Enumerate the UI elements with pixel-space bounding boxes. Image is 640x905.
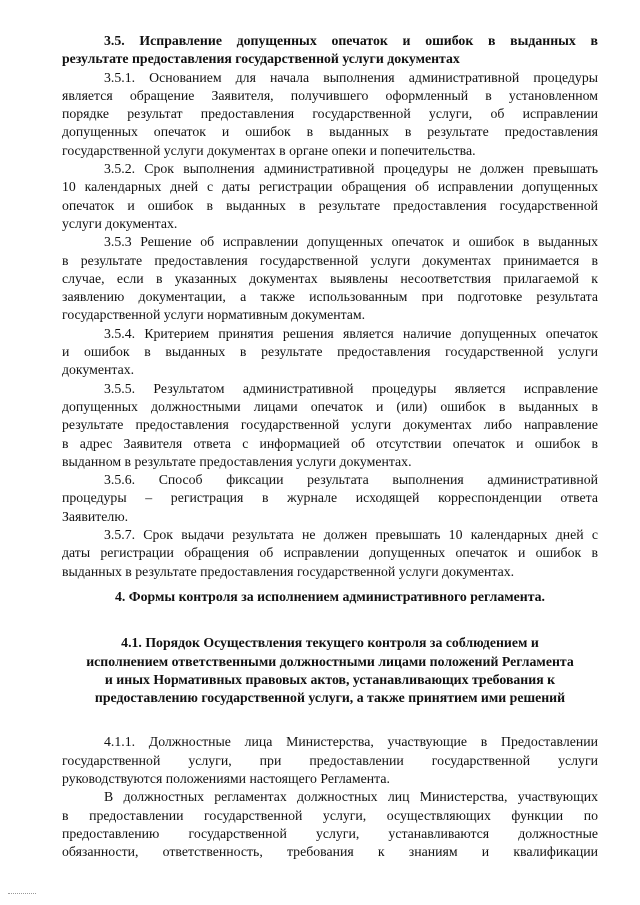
paragraph-3-5-1 [62, 69, 598, 160]
text-line: выданных в результате предоставления государственной услуги документах. [62, 563, 515, 579]
paragraph-3-5-3 [62, 233, 598, 324]
text-line: в предоставлении государственной услуги, осуществляющих функции по [62, 807, 598, 823]
text-line: и ошибок в выданных в результате предоставления государственной услуги [62, 344, 598, 360]
text-line: в адрес Заявителя ответа с информацией об отсутствии опечаток и ошибок в [62, 435, 598, 451]
text-line: 4.1.1. Должностные лица Министерства, участвующие в Предоставлении [104, 734, 598, 750]
text-line: случае, если в указанных документах выявлены несоответствия прилагаемой к [62, 270, 598, 286]
section-title-line: предоставлению государственной услуги, а также принятием ими решений [94, 690, 566, 706]
text-line: Заявителю. [62, 508, 129, 524]
text-line: допущенных должностными лицами опечаток и (или) ошибок в выданных в [62, 398, 598, 414]
section-title-line: исполнением ответственными должностными лицами положений Регламента [86, 653, 574, 669]
paragraph-3-5-6 [62, 471, 598, 526]
paragraph-3-5-4 [62, 325, 598, 380]
text-line: обязанности, ответственность, требования к знаниям и квалификации [62, 844, 598, 860]
document-page [62, 32, 598, 861]
text-line: порядке результат предоставления государственной услуги, об исправлении [62, 106, 598, 122]
text-line: даты регистрации обращения об исправлении допущенных опечаток и ошибок в [62, 545, 598, 561]
text-line: 3.5.3 Решение об исправлении допущенных опечаток и ошибок в выданных [104, 234, 598, 250]
text-line: государственной услуги, при предоставлении государственной услуги [62, 752, 598, 768]
text-line: предоставлению государственной услуги, устанавливаются должностные [62, 825, 598, 841]
text-line: выданном в результате предоставления услуги документах. [62, 453, 412, 469]
text-line: результате предоставления государственной услуги документах либо направление [62, 417, 598, 433]
section-3-5-title [62, 32, 598, 69]
text-line: процедуры – регистрация в журнале исходящей корреспонденции ответа [62, 490, 598, 506]
paragraph-3-5-7 [62, 526, 598, 581]
text-line: государственной услуги нормативным документам. [62, 307, 366, 323]
text-line: опечаток и ошибок в выданных в результате предоставления государственной [62, 197, 598, 213]
paragraph-4-1-1 [62, 733, 598, 788]
section-title-line: и иных Нормативных правовых актов, устанавливающих требования к [104, 671, 556, 687]
section-title-line: 3.5. Исправление допущенных опечаток и ошибок в выданных в [104, 33, 598, 48]
text-line: 3.5.1. Основанием для начала выполнения административной процедуры [104, 69, 598, 85]
scan-edge-mark [8, 893, 36, 895]
text-line: является обращение Заявителя, получившего оформленный в установленном [62, 87, 598, 103]
section-title-line: результате предоставления государственной услуги документах [62, 51, 460, 67]
text-line: В должностных регламентах должностных лиц Министерства, участвующих [104, 789, 598, 805]
text-line: 3.5.6. Способ фиксации результата выполнения административной [104, 472, 598, 488]
text-line: документах. [62, 362, 135, 378]
text-line: 3.5.5. Результатом административной процедуры является исправление [104, 380, 598, 396]
text-line: заявлению документации, а также использованным при подготовке результата [62, 289, 598, 305]
text-line: государственной услуги документах в органе опеки и попечительства. [62, 142, 476, 158]
section-title-line: 4.1. Порядок Осуществления текущего контроля за соблюдением и [121, 635, 539, 651]
text-line: в результате предоставления государственной услуги документах принимается в [62, 252, 598, 268]
section-4-1-title [62, 634, 598, 707]
text-line: 3.5.7. Срок выдачи результата не должен превышать 10 календарных дней с [104, 527, 598, 543]
text-line: услуги документах. [62, 215, 178, 231]
section-4-title: 4. Формы контроля за исполнением административного регламента. [114, 588, 545, 604]
paragraph-3-5-5 [62, 380, 598, 471]
text-line: 3.5.4. Критерием принятия решения является наличие допущенных опечаток [104, 325, 598, 341]
paragraph-4-1-1-cont [62, 788, 598, 861]
text-line: 3.5.2. Срок выполнения административной процедуры не должен превышать [104, 161, 598, 177]
text-line: 10 календарных дней с даты регистрации обращения об исправлении допущенных [62, 179, 598, 195]
paragraph-3-5-2 [62, 160, 598, 233]
text-line: допущенных опечаток и ошибок в выданных в результате предоставления [62, 124, 598, 140]
text-line: руководствуются положениями настоящего Регламента. [62, 770, 390, 786]
